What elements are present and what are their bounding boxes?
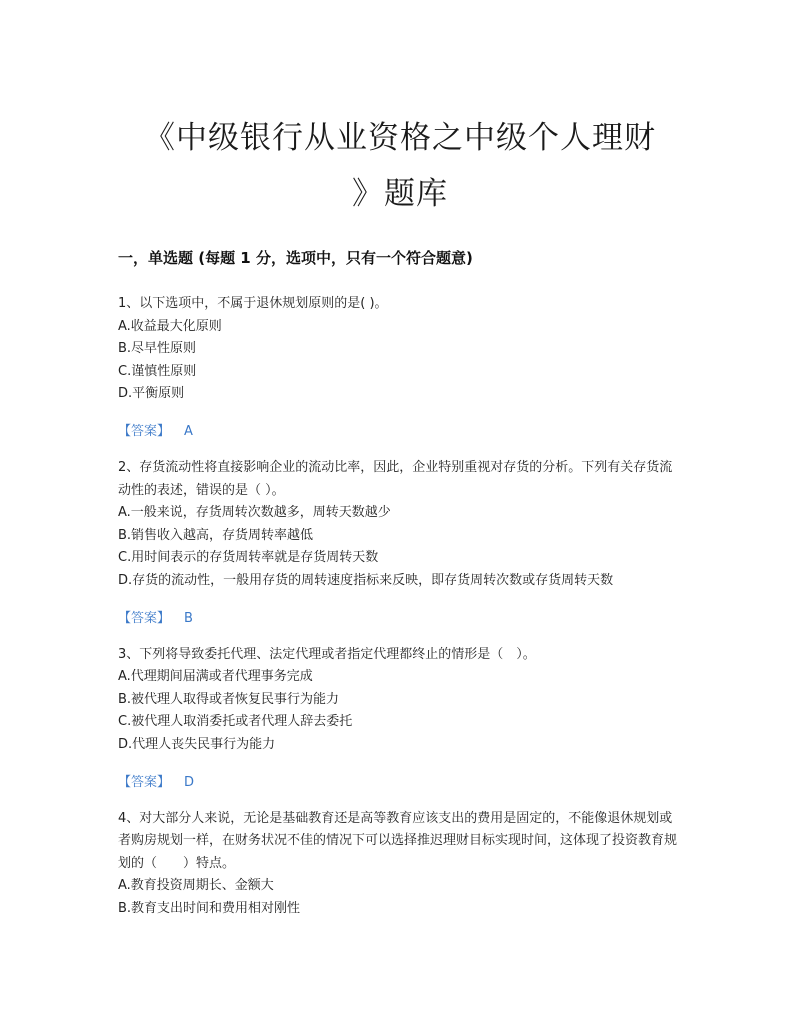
option-d: D.代理人丧失民事行为能力 <box>118 736 276 752</box>
question-stem: 1、以下选项中，不属于退休规划原则的是( )。 <box>118 296 388 311</box>
document-title <box>110 110 690 222</box>
answer-label: 【答案】 <box>118 610 171 626</box>
option-a: A.收益最大化原则 <box>118 318 222 334</box>
question-2 <box>118 457 683 630</box>
document-title-line2: 》题库 <box>352 176 448 212</box>
answer-label: 【答案】 <box>118 774 171 790</box>
answer-label: 【答案】 <box>118 423 171 439</box>
section-heading: 一，单选题 (每题 1 分，选项中，只有一个符合题意) <box>118 249 473 267</box>
document-title-line1: 《中级银行从业资格之中级个人理财 <box>144 120 656 156</box>
option-a: A.教育投资周期长、金额大 <box>118 878 274 894</box>
question-list <box>118 293 683 920</box>
answer-value: A <box>184 423 193 439</box>
answer-row <box>118 608 683 630</box>
option-d: D.存货的流动性，一般用存货的周转速度指标来反映，即存货周转次数或存货周转天数 <box>118 572 614 588</box>
answer-row <box>118 772 683 794</box>
answer-value: B <box>184 610 193 626</box>
question-stem: 3、下列将导致委托代理、法定代理或者指定代理都终止的情形是（ ）。 <box>118 646 536 662</box>
question-1 <box>118 293 683 443</box>
option-b: B.教育支出时间和费用相对刚性 <box>118 900 301 916</box>
option-a: A.一般来说，存货周转次数越多，周转天数越少 <box>118 505 391 521</box>
option-c: C.谨慎性原则 <box>118 363 197 379</box>
option-a: A.代理期间届满或者代理事务完成 <box>118 669 313 685</box>
option-b: B.销售收入越高，存货周转率越低 <box>118 527 314 543</box>
question-4 <box>118 808 683 921</box>
option-b: B.尽早性原则 <box>118 341 197 357</box>
option-d: D.平衡原则 <box>118 386 185 402</box>
question-stem: 4、对大部分人来说，无论是基础教育还是高等教育应该支出的费用是固定的，不能像退休规划或者购房规划一样，在财务状况不佳的情况下可以选择推迟理财目标实现时间，这体现了投资教育规划的（ ）特点。 <box>118 810 678 871</box>
option-c: C.用时间表示的存货周转率就是存货周转天数 <box>118 550 379 566</box>
option-c: C.被代理人取消委托或者代理人辞去委托 <box>118 714 353 730</box>
question-3 <box>118 644 683 794</box>
question-stem: 2、存货流动性将直接影响企业的流动比率，因此，企业特别重视对存货的分析。下列有关存货流动性的表述，错误的是（ ）。 <box>118 459 673 498</box>
answer-value: D <box>184 774 195 790</box>
option-b: B.被代理人取得或者恢复民事行为能力 <box>118 691 340 707</box>
answer-row <box>118 421 683 443</box>
